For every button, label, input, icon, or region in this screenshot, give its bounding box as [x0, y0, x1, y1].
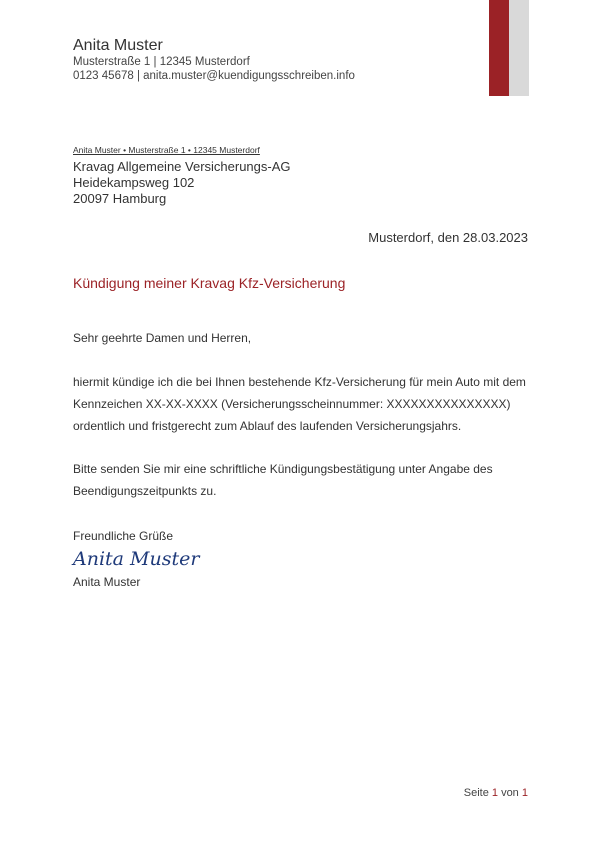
body-paragraph-2 — [73, 458, 533, 502]
page-footer — [464, 787, 528, 799]
body-line: Kennzeichen XX-XX-XXXX (Versicherungsscheinnummer: XXXXXXXXXXXXXXX) — [73, 397, 511, 411]
sender-address: Musterstraße 1 | 12345 Musterdorf — [73, 56, 250, 68]
body-line: Bitte senden Sie mir eine schriftliche Kündigungsbestätigung unter Angabe des — [73, 462, 493, 476]
return-address-line: Anita Muster • Musterstraße 1 • 12345 Musterdorf — [73, 145, 260, 155]
recipient-city: 20097 Hamburg — [73, 191, 167, 206]
closing: Freundliche Grüße — [73, 529, 174, 543]
body-line: hiermit kündige ich die bei Ihnen bestehende Kfz-Versicherung für mein Auto mit dem — [73, 375, 526, 389]
body-line: Beendigungszeitpunkts zu. — [73, 484, 217, 498]
sender-contact: 0123 45678 | anita.muster@kuendigungsschreiben.info — [73, 70, 355, 82]
salutation: Sehr geehrte Damen und Herren, — [73, 331, 252, 345]
body-line: ordentlich und fristgerecht zum Ablauf des laufenden Versicherungsjahrs. — [73, 419, 462, 433]
sender-name: Anita Muster — [73, 37, 163, 54]
page-label: Seite — [463, 787, 489, 799]
handwritten-signature: Anita Muster — [73, 548, 200, 570]
body-paragraph-1 — [73, 371, 533, 437]
signer-name: Anita Muster — [73, 575, 141, 589]
header-accent-bar-red — [489, 0, 509, 96]
recipient-company: Kravag Allgemeine Versicherungs-AG — [73, 159, 291, 174]
page-current: 1 — [491, 787, 498, 799]
letter-date: Musterdorf, den 28.03.2023 — [368, 230, 528, 245]
header-accent-bar-grey — [509, 0, 529, 96]
recipient-street: Heidekampsweg 102 — [73, 175, 195, 190]
of-label: von — [501, 787, 519, 799]
letter-subject: Kündigung meiner Kravag Kfz-Versicherung — [73, 275, 346, 291]
page-total: 1 — [521, 787, 528, 799]
